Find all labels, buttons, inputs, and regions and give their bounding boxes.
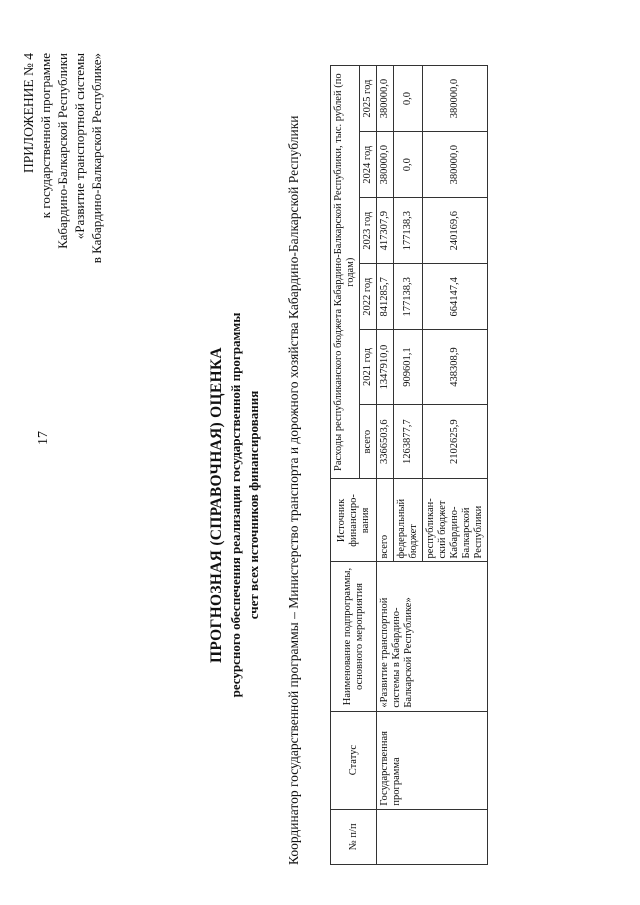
header-expenses: Расходы республиканского бюджета Кабардино-Балкарской Республики, тыс. рублей (по годам) xyxy=(331,66,360,479)
cell-2024: 0,0 xyxy=(394,132,423,198)
cell-2022: 841285,7 xyxy=(377,264,394,330)
cell-source: федеральный бюджет xyxy=(394,479,423,562)
header-2022: 2022 год xyxy=(360,264,377,330)
page-number: 17 xyxy=(36,431,51,445)
cell-2025: 380000,0 xyxy=(423,66,488,132)
cell-2021: 1347910,0 xyxy=(377,330,394,405)
appendix-line: Кабардино-Балкарской Республики xyxy=(55,53,70,249)
cell-total: 2102625,9 xyxy=(423,404,488,479)
header-num: № п/п xyxy=(331,809,377,864)
appendix-line: к государственной программе xyxy=(38,53,53,219)
header-2021: 2021 год xyxy=(360,330,377,405)
cell-2022: 664147,4 xyxy=(423,264,488,330)
coordinator-text: Координатор государственной программы – Министерство транспорта и дорожного хозяйства Кабардино-Балкарской Республики xyxy=(286,115,301,865)
cell-2025: 380000,0 xyxy=(377,66,394,132)
header-source: Источник финансиро-вания xyxy=(331,479,377,562)
cell-2023: 177138,3 xyxy=(394,198,423,264)
appendix-block xyxy=(20,53,105,353)
financing-table xyxy=(330,65,488,865)
cell-2021: 438308,9 xyxy=(423,330,488,405)
header-2024: 2024 год xyxy=(360,132,377,198)
cell-2025: 0,0 xyxy=(394,66,423,132)
title-line-1: ресурсного обеспечения реализации государственной программы xyxy=(228,312,243,698)
appendix-line: в Кабардино-Балкарской Республике» xyxy=(89,53,104,264)
header-2023: 2023 год xyxy=(360,198,377,264)
table-row xyxy=(377,66,394,865)
rotated-page-content xyxy=(20,45,620,885)
appendix-heading: ПРИЛОЖЕНИЕ № 4 xyxy=(21,53,36,174)
title-main: ПРОГНОЗНАЯ (СПРАВОЧНАЯ) ОЦЕНКА xyxy=(208,347,225,663)
header-status: Статус xyxy=(331,711,377,809)
cell-2023: 240169,6 xyxy=(423,198,488,264)
cell-source: всего xyxy=(377,479,394,562)
cell-num xyxy=(377,809,488,864)
header-name: Наименование подпрограммы, основного мероприятия xyxy=(331,562,377,711)
table-header-row xyxy=(331,66,360,865)
header-total: всего xyxy=(360,404,377,479)
cell-total: 3366503,6 xyxy=(377,404,394,479)
appendix-line: «Развитие транспортной системы xyxy=(72,53,87,240)
title-line-2: счет всех источников финансирования xyxy=(246,390,261,620)
header-2025: 2025 год xyxy=(360,66,377,132)
cell-2024: 380000,0 xyxy=(423,132,488,198)
cell-2023: 417307,9 xyxy=(377,198,394,264)
cell-total: 1263877,7 xyxy=(394,404,423,479)
cell-2024: 380000,0 xyxy=(377,132,394,198)
document-title xyxy=(208,245,262,765)
cell-status: Государственная программа xyxy=(377,711,488,809)
cell-2021: 909601,1 xyxy=(394,330,423,405)
cell-source: республикан-ский бюджет Кабардино-Балкарской Республики xyxy=(423,479,488,562)
cell-2022: 177138,3 xyxy=(394,264,423,330)
cell-name: «Развитие транспортной системы в Кабардино-Балкарской Республике» xyxy=(377,562,488,711)
